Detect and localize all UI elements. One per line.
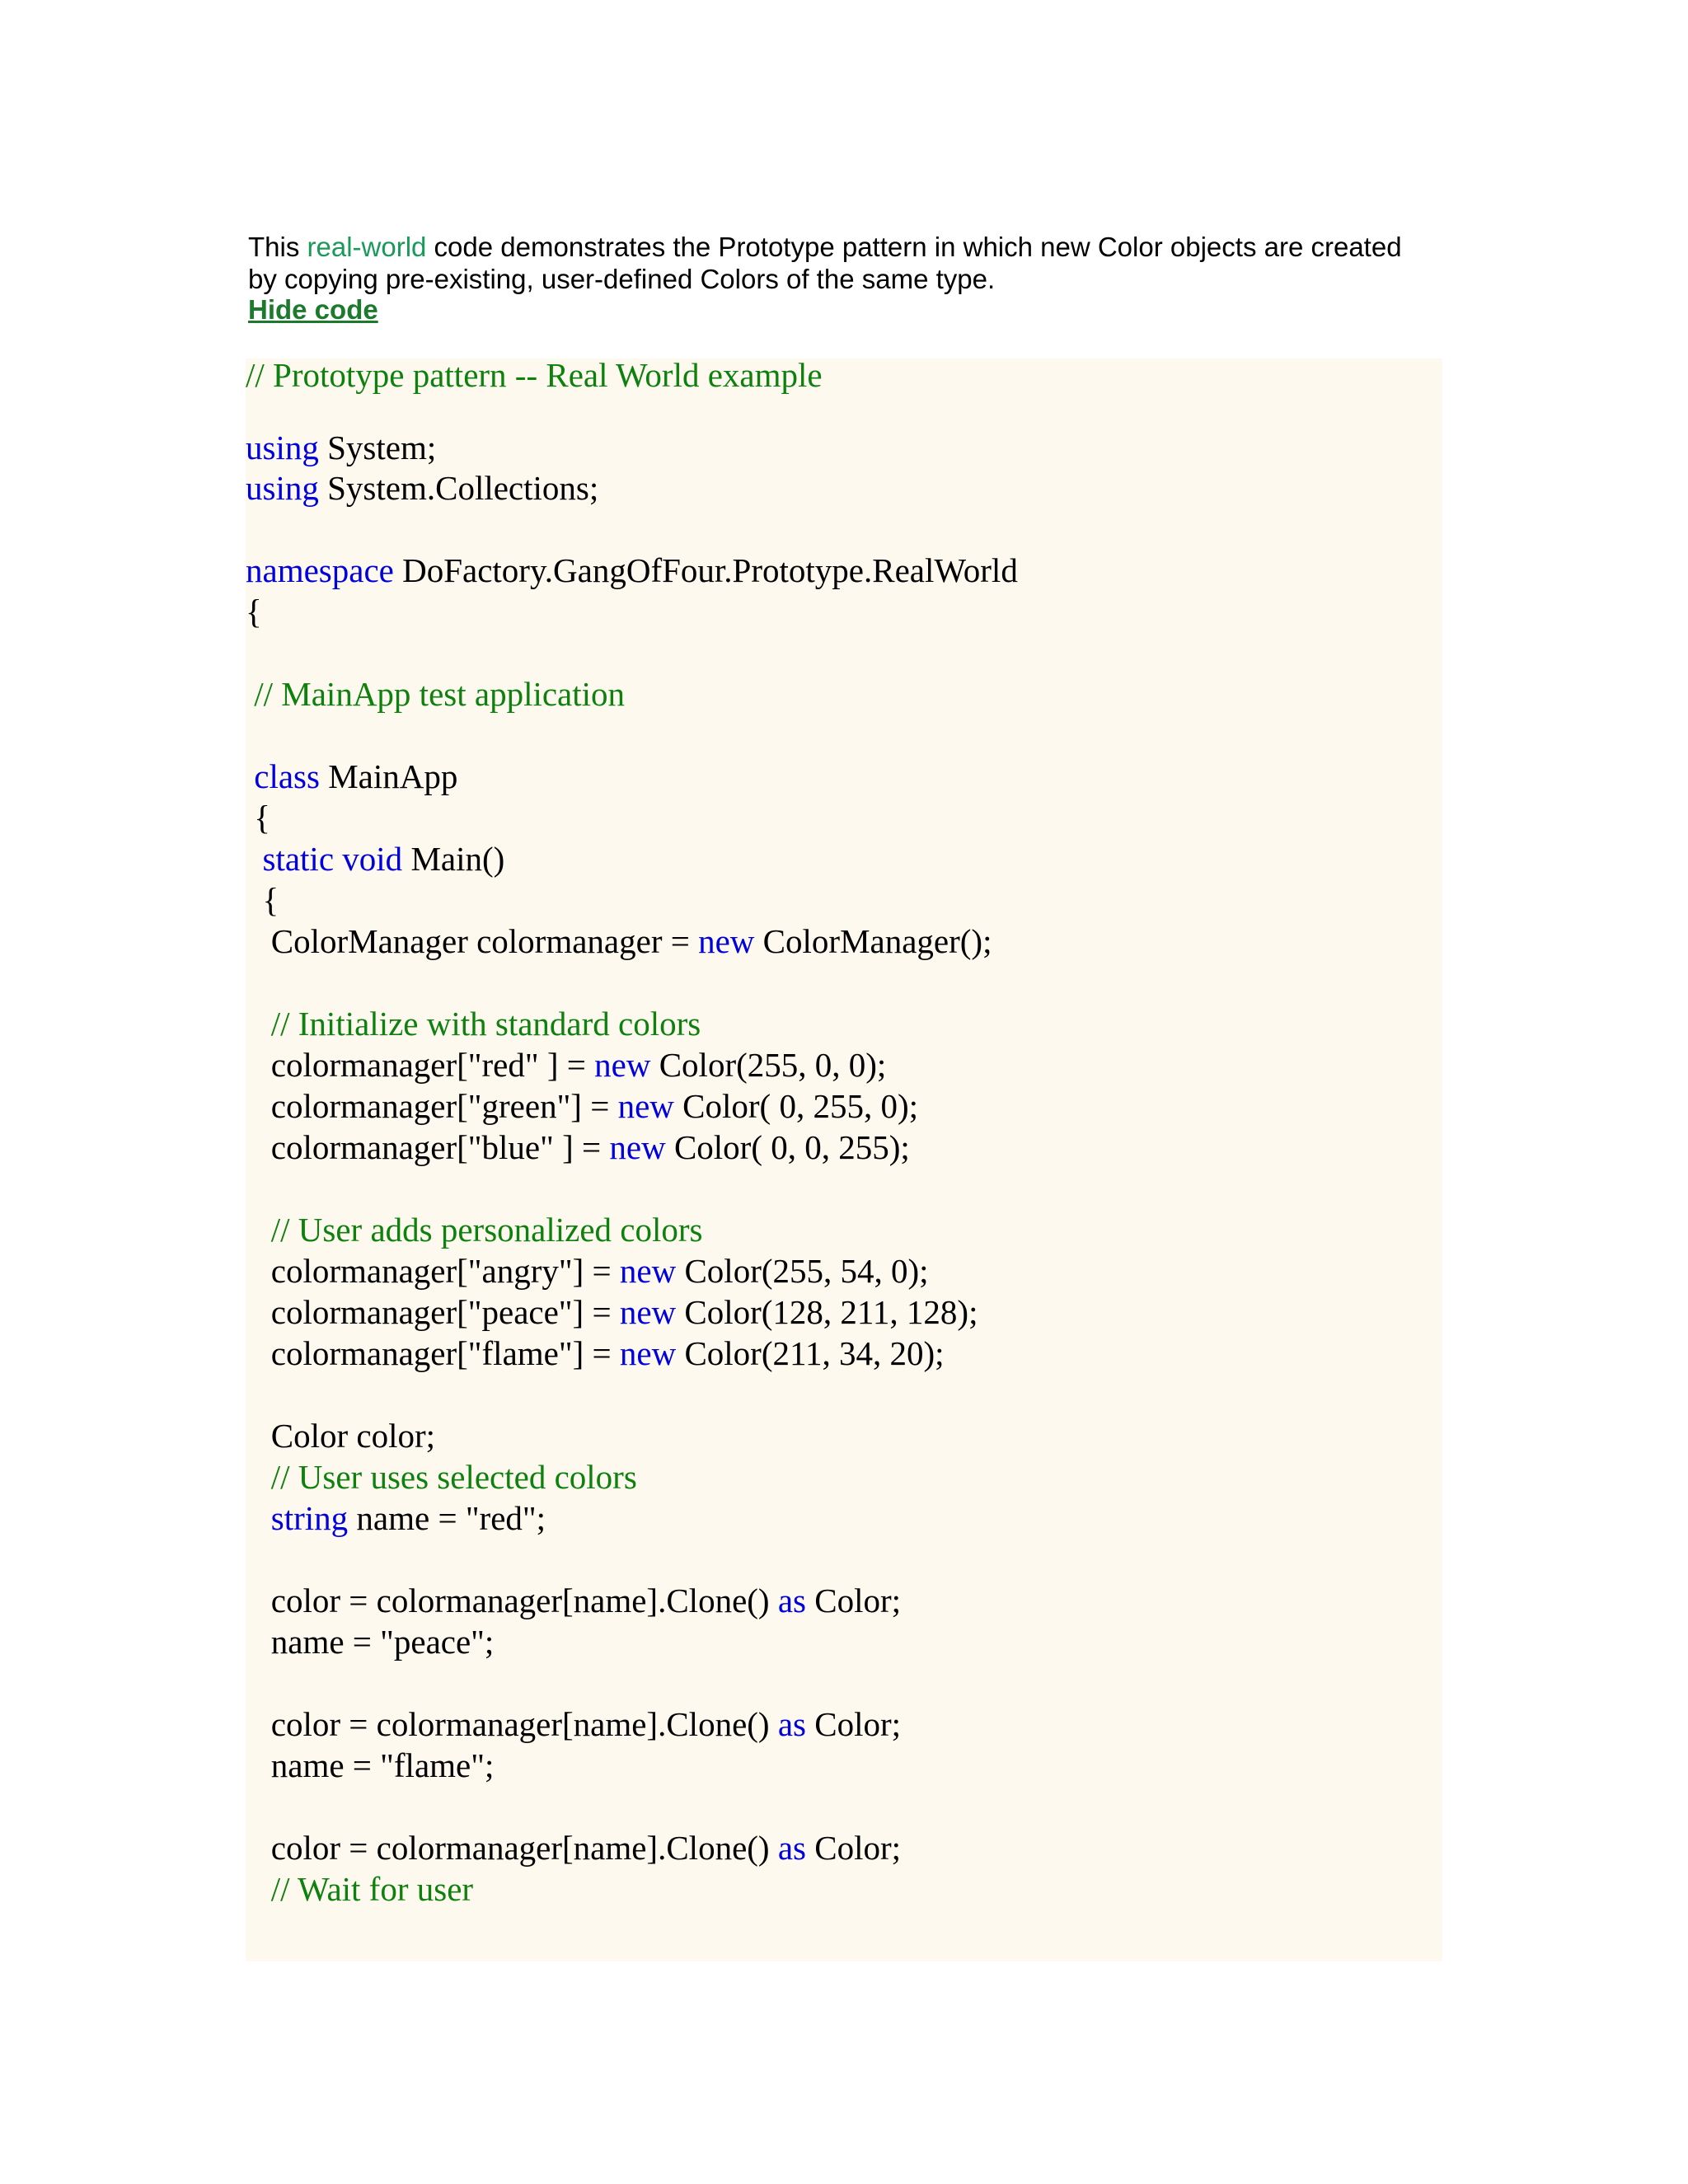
code-keyword: using bbox=[246, 429, 319, 466]
code-comment: // Wait for user bbox=[246, 1870, 474, 1908]
code-text: name = "flame"; bbox=[246, 1746, 495, 1784]
code-line bbox=[246, 354, 823, 396]
code-line bbox=[246, 1827, 901, 1868]
code-keyword: new bbox=[619, 1252, 677, 1290]
hide-code-link[interactable]: Hide code bbox=[248, 294, 378, 325]
code-text: ColorManager colormanager = bbox=[246, 922, 699, 960]
code-keyword: namespace bbox=[246, 551, 394, 589]
code-line bbox=[246, 1250, 929, 1291]
code-line bbox=[246, 1127, 910, 1168]
code-line bbox=[246, 550, 1018, 591]
intro-text-start: This bbox=[248, 232, 307, 262]
code-text: MainApp bbox=[319, 757, 458, 795]
code-line bbox=[246, 427, 436, 468]
code-line bbox=[246, 921, 992, 962]
code-keyword: new bbox=[617, 1087, 674, 1125]
code-keyword: string bbox=[270, 1499, 349, 1537]
code-text: Color(255, 0, 0); bbox=[650, 1046, 887, 1084]
code-line bbox=[246, 673, 625, 715]
code-keyword: using bbox=[246, 469, 319, 507]
code-line bbox=[246, 1497, 546, 1539]
code-text bbox=[246, 757, 254, 795]
code-text: colormanager["blue" ] = bbox=[246, 1128, 610, 1166]
code-comment: // User uses selected colors bbox=[246, 1458, 637, 1496]
code-keyword: new bbox=[619, 1293, 677, 1331]
code-text bbox=[334, 840, 342, 878]
code-text: colormanager["green"] = bbox=[246, 1087, 618, 1125]
code-line bbox=[246, 1415, 435, 1456]
code-line bbox=[246, 1291, 978, 1333]
code-line bbox=[246, 591, 262, 632]
code-text: Color( 0, 0, 255); bbox=[665, 1128, 910, 1166]
code-text: colormanager["red" ] = bbox=[246, 1046, 595, 1084]
code-text: colormanager["flame"] = bbox=[246, 1334, 620, 1372]
code-comment: // Initialize with standard colors bbox=[246, 1005, 701, 1043]
code-text: Color( 0, 255, 0); bbox=[673, 1087, 918, 1125]
code-line bbox=[246, 756, 457, 797]
code-text bbox=[246, 1499, 271, 1537]
code-keyword: as bbox=[777, 1829, 806, 1867]
code-keyword: void bbox=[342, 840, 403, 878]
code-text: DoFactory.GangOfFour.Prototype.RealWorld bbox=[393, 551, 1018, 589]
intro-text-line2: by copying pre-existing, user-defined Colors of the same type. bbox=[248, 264, 996, 294]
code-line bbox=[246, 1456, 637, 1497]
code-text: colormanager["peace"] = bbox=[246, 1293, 620, 1331]
code-text: { bbox=[246, 799, 270, 837]
code-keyword: as bbox=[777, 1705, 806, 1743]
code-keyword: class bbox=[254, 757, 320, 795]
code-line bbox=[246, 1209, 702, 1250]
code-keyword: as bbox=[777, 1582, 806, 1619]
code-text: { bbox=[246, 881, 279, 919]
code-line bbox=[246, 467, 598, 509]
code-text: ColorManager(); bbox=[754, 922, 992, 960]
code-text: System.Collections; bbox=[318, 469, 599, 507]
code-text: name = "peace"; bbox=[246, 1623, 495, 1661]
code-line bbox=[246, 1580, 901, 1621]
code-line bbox=[246, 1868, 473, 1910]
code-line bbox=[246, 797, 270, 838]
code-keyword: static bbox=[262, 840, 335, 878]
code-line bbox=[246, 1745, 494, 1786]
code-line bbox=[246, 1621, 494, 1662]
code-comment: // Prototype pattern -- Real World example bbox=[246, 356, 823, 394]
code-keyword: new bbox=[609, 1128, 666, 1166]
code-line bbox=[246, 1003, 701, 1044]
code-keyword: new bbox=[619, 1334, 677, 1372]
code-line bbox=[246, 879, 279, 921]
code-text: { bbox=[246, 593, 262, 630]
code-text: Color(211, 34, 20); bbox=[676, 1334, 945, 1372]
code-text: Color; bbox=[806, 1582, 902, 1619]
code-text: Color(255, 54, 0); bbox=[676, 1252, 929, 1290]
code-comment: // MainApp test application bbox=[246, 675, 626, 713]
code-text: name = "red"; bbox=[348, 1499, 546, 1537]
code-line bbox=[246, 838, 504, 879]
code-text: colormanager["angry"] = bbox=[246, 1252, 620, 1290]
code-line bbox=[246, 1044, 886, 1085]
code-keyword: new bbox=[698, 922, 755, 960]
intro-paragraph bbox=[248, 231, 1451, 295]
code-text: System; bbox=[318, 429, 437, 466]
code-text: Main() bbox=[402, 840, 505, 878]
code-text: Color(128, 211, 128); bbox=[676, 1293, 978, 1331]
code-comment: // User adds personalized colors bbox=[246, 1211, 703, 1249]
code-text bbox=[246, 840, 263, 878]
code-text: color = colormanager[name].Clone() bbox=[246, 1582, 778, 1619]
code-line bbox=[246, 1333, 945, 1374]
code-text: Color; bbox=[806, 1829, 902, 1867]
code-text: color = colormanager[name].Clone() bbox=[246, 1829, 778, 1867]
code-line bbox=[246, 1704, 901, 1745]
intro-highlight: real-world bbox=[307, 232, 427, 262]
code-text: color = colormanager[name].Clone() bbox=[246, 1705, 778, 1743]
code-text: Color color; bbox=[246, 1417, 436, 1455]
code-line bbox=[246, 1085, 918, 1127]
code-keyword: new bbox=[594, 1046, 651, 1084]
code-text: Color; bbox=[806, 1705, 902, 1743]
intro-text-line1: code demonstrates the Prototype pattern in which new Color objects are created bbox=[426, 232, 1402, 262]
